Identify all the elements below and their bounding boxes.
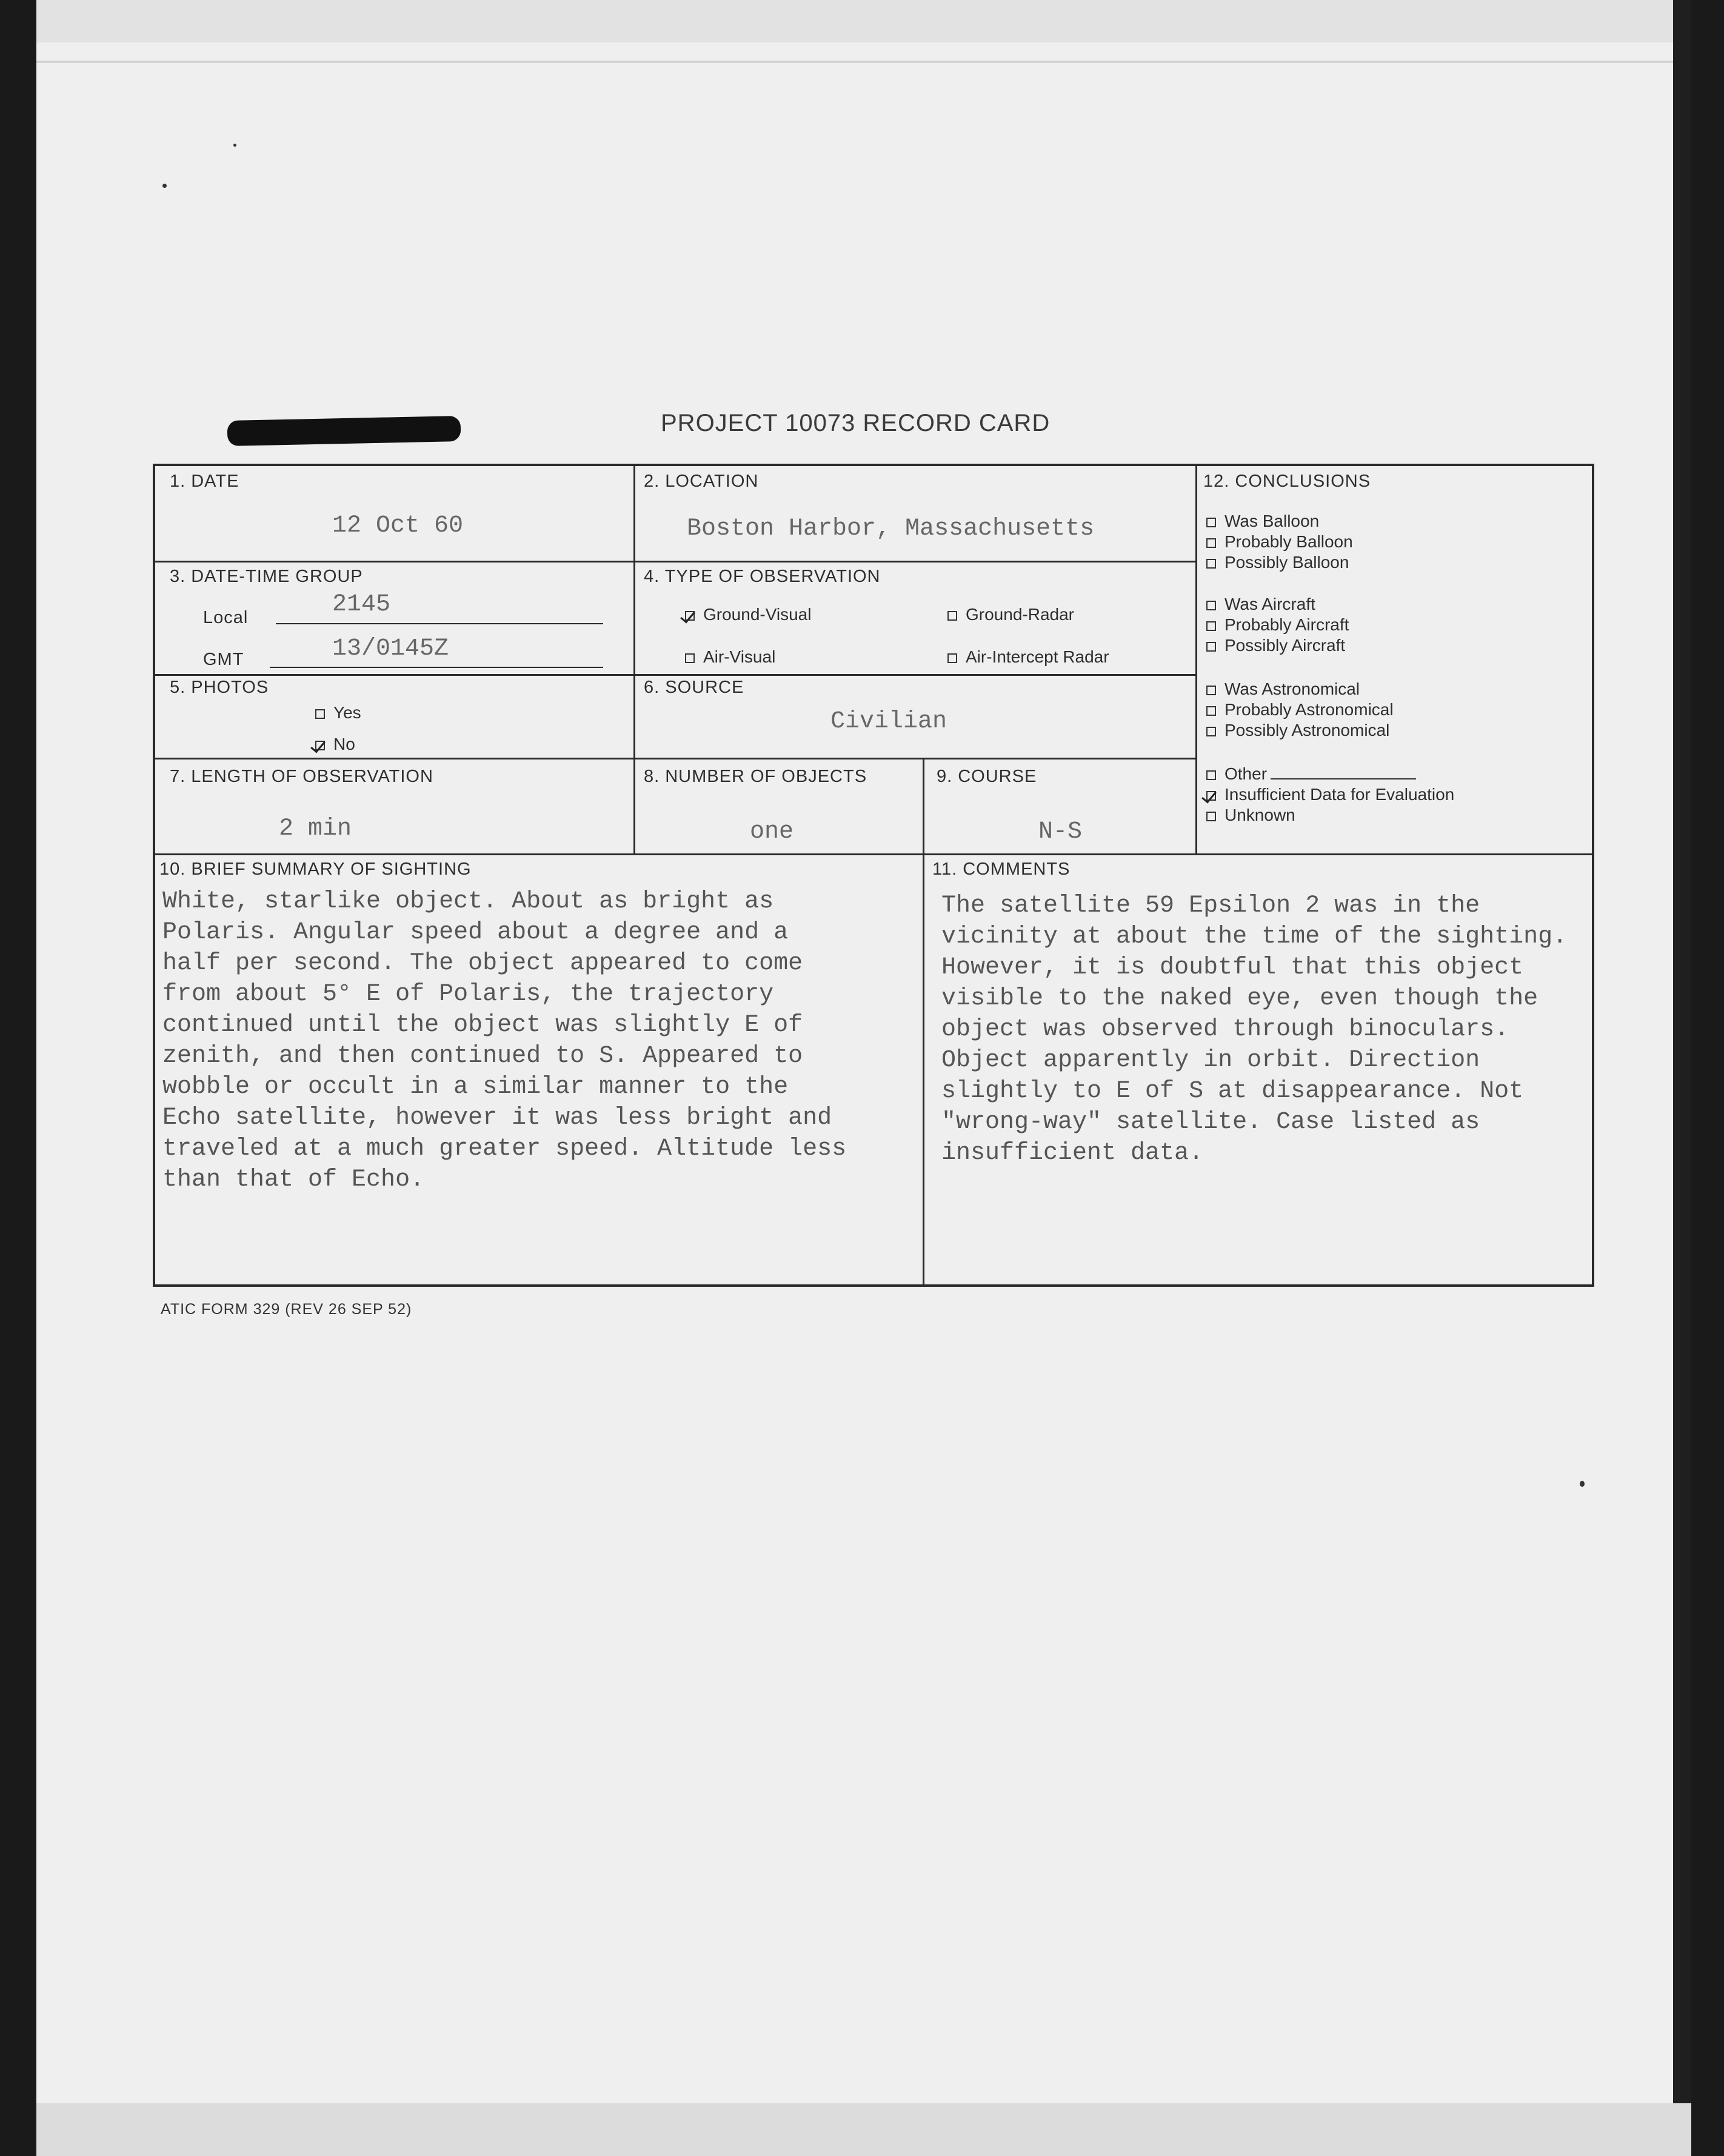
checkbox-label: Possibly Balloon — [1225, 553, 1349, 572]
checkbox-box — [1206, 686, 1216, 695]
comments-line: vicinity at about the time of the sighting. — [941, 923, 1568, 950]
source-label: 6. SOURCE — [644, 678, 744, 697]
scan-speck — [162, 184, 167, 188]
checkbox-box — [1206, 538, 1216, 548]
checkbox-label: No — [333, 735, 355, 753]
checkbox-photos-yes[interactable] — [315, 703, 361, 723]
checkbox-air-intercept-radar[interactable] — [947, 647, 1109, 667]
other-underline — [1271, 778, 1416, 779]
grid-line — [154, 853, 1593, 855]
checkbox-probably-astronomical[interactable] — [1206, 699, 1394, 720]
checkbox-label: Ground-Radar — [966, 605, 1074, 624]
course-value: N-S — [1038, 818, 1083, 846]
redaction-mark — [227, 416, 461, 446]
summary-text — [162, 886, 846, 1195]
summary-line: wobble or occult in a similar manner to the — [162, 1073, 789, 1101]
checkbox-label: Was Astronomical — [1225, 679, 1360, 698]
checkbox-ground-radar[interactable] — [947, 605, 1074, 624]
checkbox-label: Probably Astronomical — [1225, 700, 1394, 719]
date-time-group-label: 3. DATE-TIME GROUP — [170, 567, 363, 586]
checkbox-box — [1206, 727, 1216, 736]
number-of-objects-value: one — [750, 818, 794, 846]
scan-speck — [233, 144, 236, 147]
checkbox-label: Was Balloon — [1225, 512, 1320, 530]
summary-line: traveled at a much greater speed. Altitude less — [162, 1135, 847, 1163]
conclusions-label: 12. CONCLUSIONS — [1203, 472, 1371, 491]
scan-edge-bottom — [36, 2103, 1691, 2156]
checkbox-box — [315, 709, 325, 719]
checkbox-box — [685, 653, 695, 663]
comments-text — [941, 890, 1567, 1169]
gmt-time-value: 13/0145Z — [332, 635, 449, 662]
scan-speck — [1580, 1481, 1585, 1487]
checkbox-label: Possibly Astronomical — [1225, 721, 1390, 739]
scan-edge-right — [1673, 0, 1691, 2156]
location-label: 2. LOCATION — [644, 472, 759, 491]
comments-line: "wrong-way" satellite. Case listed as — [941, 1109, 1480, 1136]
checkbox-box — [1206, 642, 1216, 652]
checkbox-was-balloon[interactable] — [1206, 511, 1319, 532]
photos-label: 5. PHOTOS — [170, 678, 269, 697]
summary-label: 10. BRIEF SUMMARY OF SIGHTING — [159, 859, 472, 879]
grid-line — [154, 561, 1195, 562]
checkbox-probably-balloon[interactable] — [1206, 532, 1353, 552]
grid-line — [154, 674, 1195, 676]
comments-line: visible to the naked eye, even though the — [941, 985, 1539, 1012]
summary-line: Polaris. Angular speed about a degree and a — [162, 919, 789, 946]
local-time-label: Local — [203, 608, 249, 627]
date-value: 12 Oct 60 — [332, 512, 464, 539]
scan-edge-line — [36, 61, 1673, 63]
checkbox-label: Probably Aircraft — [1225, 615, 1349, 634]
checkbox-label: Other — [1225, 764, 1268, 783]
checkbox-label: Unknown — [1225, 806, 1295, 824]
checkbox-other[interactable] — [1206, 764, 1416, 784]
scan-edge-top — [36, 0, 1691, 42]
checkbox-label: Yes — [333, 703, 361, 722]
checkbox-was-astronomical[interactable] — [1206, 679, 1360, 699]
comments-line: object was observed through binoculars. — [941, 1016, 1509, 1043]
checkbox-photos-no[interactable] — [315, 735, 355, 754]
number-of-objects-label: 8. NUMBER OF OBJECTS — [644, 767, 867, 786]
checkbox-box — [315, 741, 325, 750]
grid-line — [1195, 465, 1197, 855]
summary-line: zenith, and then continued to S. Appeared to — [162, 1043, 803, 1070]
checkbox-ground-visual[interactable] — [685, 605, 811, 624]
comments-line: The satellite 59 Epsilon 2 was in the — [941, 892, 1480, 919]
observation-type-label: 4. TYPE OF OBSERVATION — [644, 567, 881, 586]
checkbox-box — [1206, 770, 1216, 780]
checkbox-box — [1206, 601, 1216, 610]
card-title: PROJECT 10073 RECORD CARD — [661, 410, 1051, 436]
form-id: ATIC FORM 329 (REV 26 SEP 52) — [161, 1301, 412, 1318]
checkbox-possibly-astronomical[interactable] — [1206, 720, 1389, 741]
comments-line: insufficient data. — [941, 1140, 1204, 1167]
length-value: 2 min — [279, 815, 352, 843]
checkbox-box — [1206, 518, 1216, 527]
gmt-time-underline — [270, 667, 603, 668]
location-value: Boston Harbor, Massachusetts — [687, 515, 1095, 542]
checkbox-label: Probably Balloon — [1225, 532, 1353, 551]
checkbox-box — [1206, 791, 1216, 801]
grid-line — [923, 758, 924, 1286]
checkbox-unknown[interactable] — [1206, 805, 1295, 826]
source-value: Civilian — [830, 708, 947, 735]
checkbox-box — [1206, 559, 1216, 569]
checkbox-box — [947, 611, 957, 621]
comments-line: slightly to E of S at disappearance. Not — [941, 1078, 1524, 1105]
summary-line: Echo satellite, however it was less bright and — [162, 1104, 832, 1132]
checkbox-label: Air-Visual — [703, 647, 776, 666]
checkbox-label: Insufficient Data for Evaluation — [1225, 785, 1455, 804]
length-label: 7. LENGTH OF OBSERVATION — [170, 767, 433, 786]
date-label: 1. DATE — [170, 472, 239, 491]
summary-line: White, starlike object. About as bright as — [162, 888, 774, 915]
checkbox-air-visual[interactable] — [685, 647, 775, 667]
summary-line: from about 5° E of Polaris, the trajectory — [162, 981, 774, 1008]
local-time-value: 2145 — [332, 591, 391, 618]
checkbox-possibly-balloon[interactable] — [1206, 552, 1349, 573]
checkbox-label: Ground-Visual — [703, 605, 812, 624]
checkbox-probably-aircraft[interactable] — [1206, 615, 1349, 635]
checkbox-label: Was Aircraft — [1225, 595, 1315, 613]
checkbox-label: Possibly Aircraft — [1225, 636, 1346, 655]
checkbox-was-aircraft[interactable] — [1206, 594, 1315, 615]
local-time-underline — [276, 623, 603, 624]
grid-line — [154, 758, 1195, 759]
summary-line: continued until the object was slightly E of — [162, 1012, 803, 1039]
comments-label: 11. COMMENTS — [932, 859, 1071, 879]
checkbox-box — [685, 611, 695, 621]
grid-line — [633, 465, 635, 855]
course-label: 9. COURSE — [937, 767, 1037, 786]
checkbox-box — [1206, 812, 1216, 821]
gmt-time-label: GMT — [203, 650, 244, 669]
checkbox-box — [1206, 621, 1216, 631]
checkbox-possibly-aircraft[interactable] — [1206, 635, 1345, 656]
summary-line: than that of Echo. — [162, 1166, 425, 1193]
checkbox-insufficient-data[interactable] — [1206, 784, 1454, 805]
comments-line: Object apparently in orbit. Direction — [941, 1047, 1480, 1074]
summary-line: half per second. The object appeared to come — [162, 950, 803, 977]
comments-line: However, it is doubtful that this object — [941, 954, 1524, 981]
checkbox-box — [1206, 706, 1216, 716]
checkbox-label: Air-Intercept Radar — [966, 647, 1109, 666]
checkbox-box — [947, 653, 957, 663]
